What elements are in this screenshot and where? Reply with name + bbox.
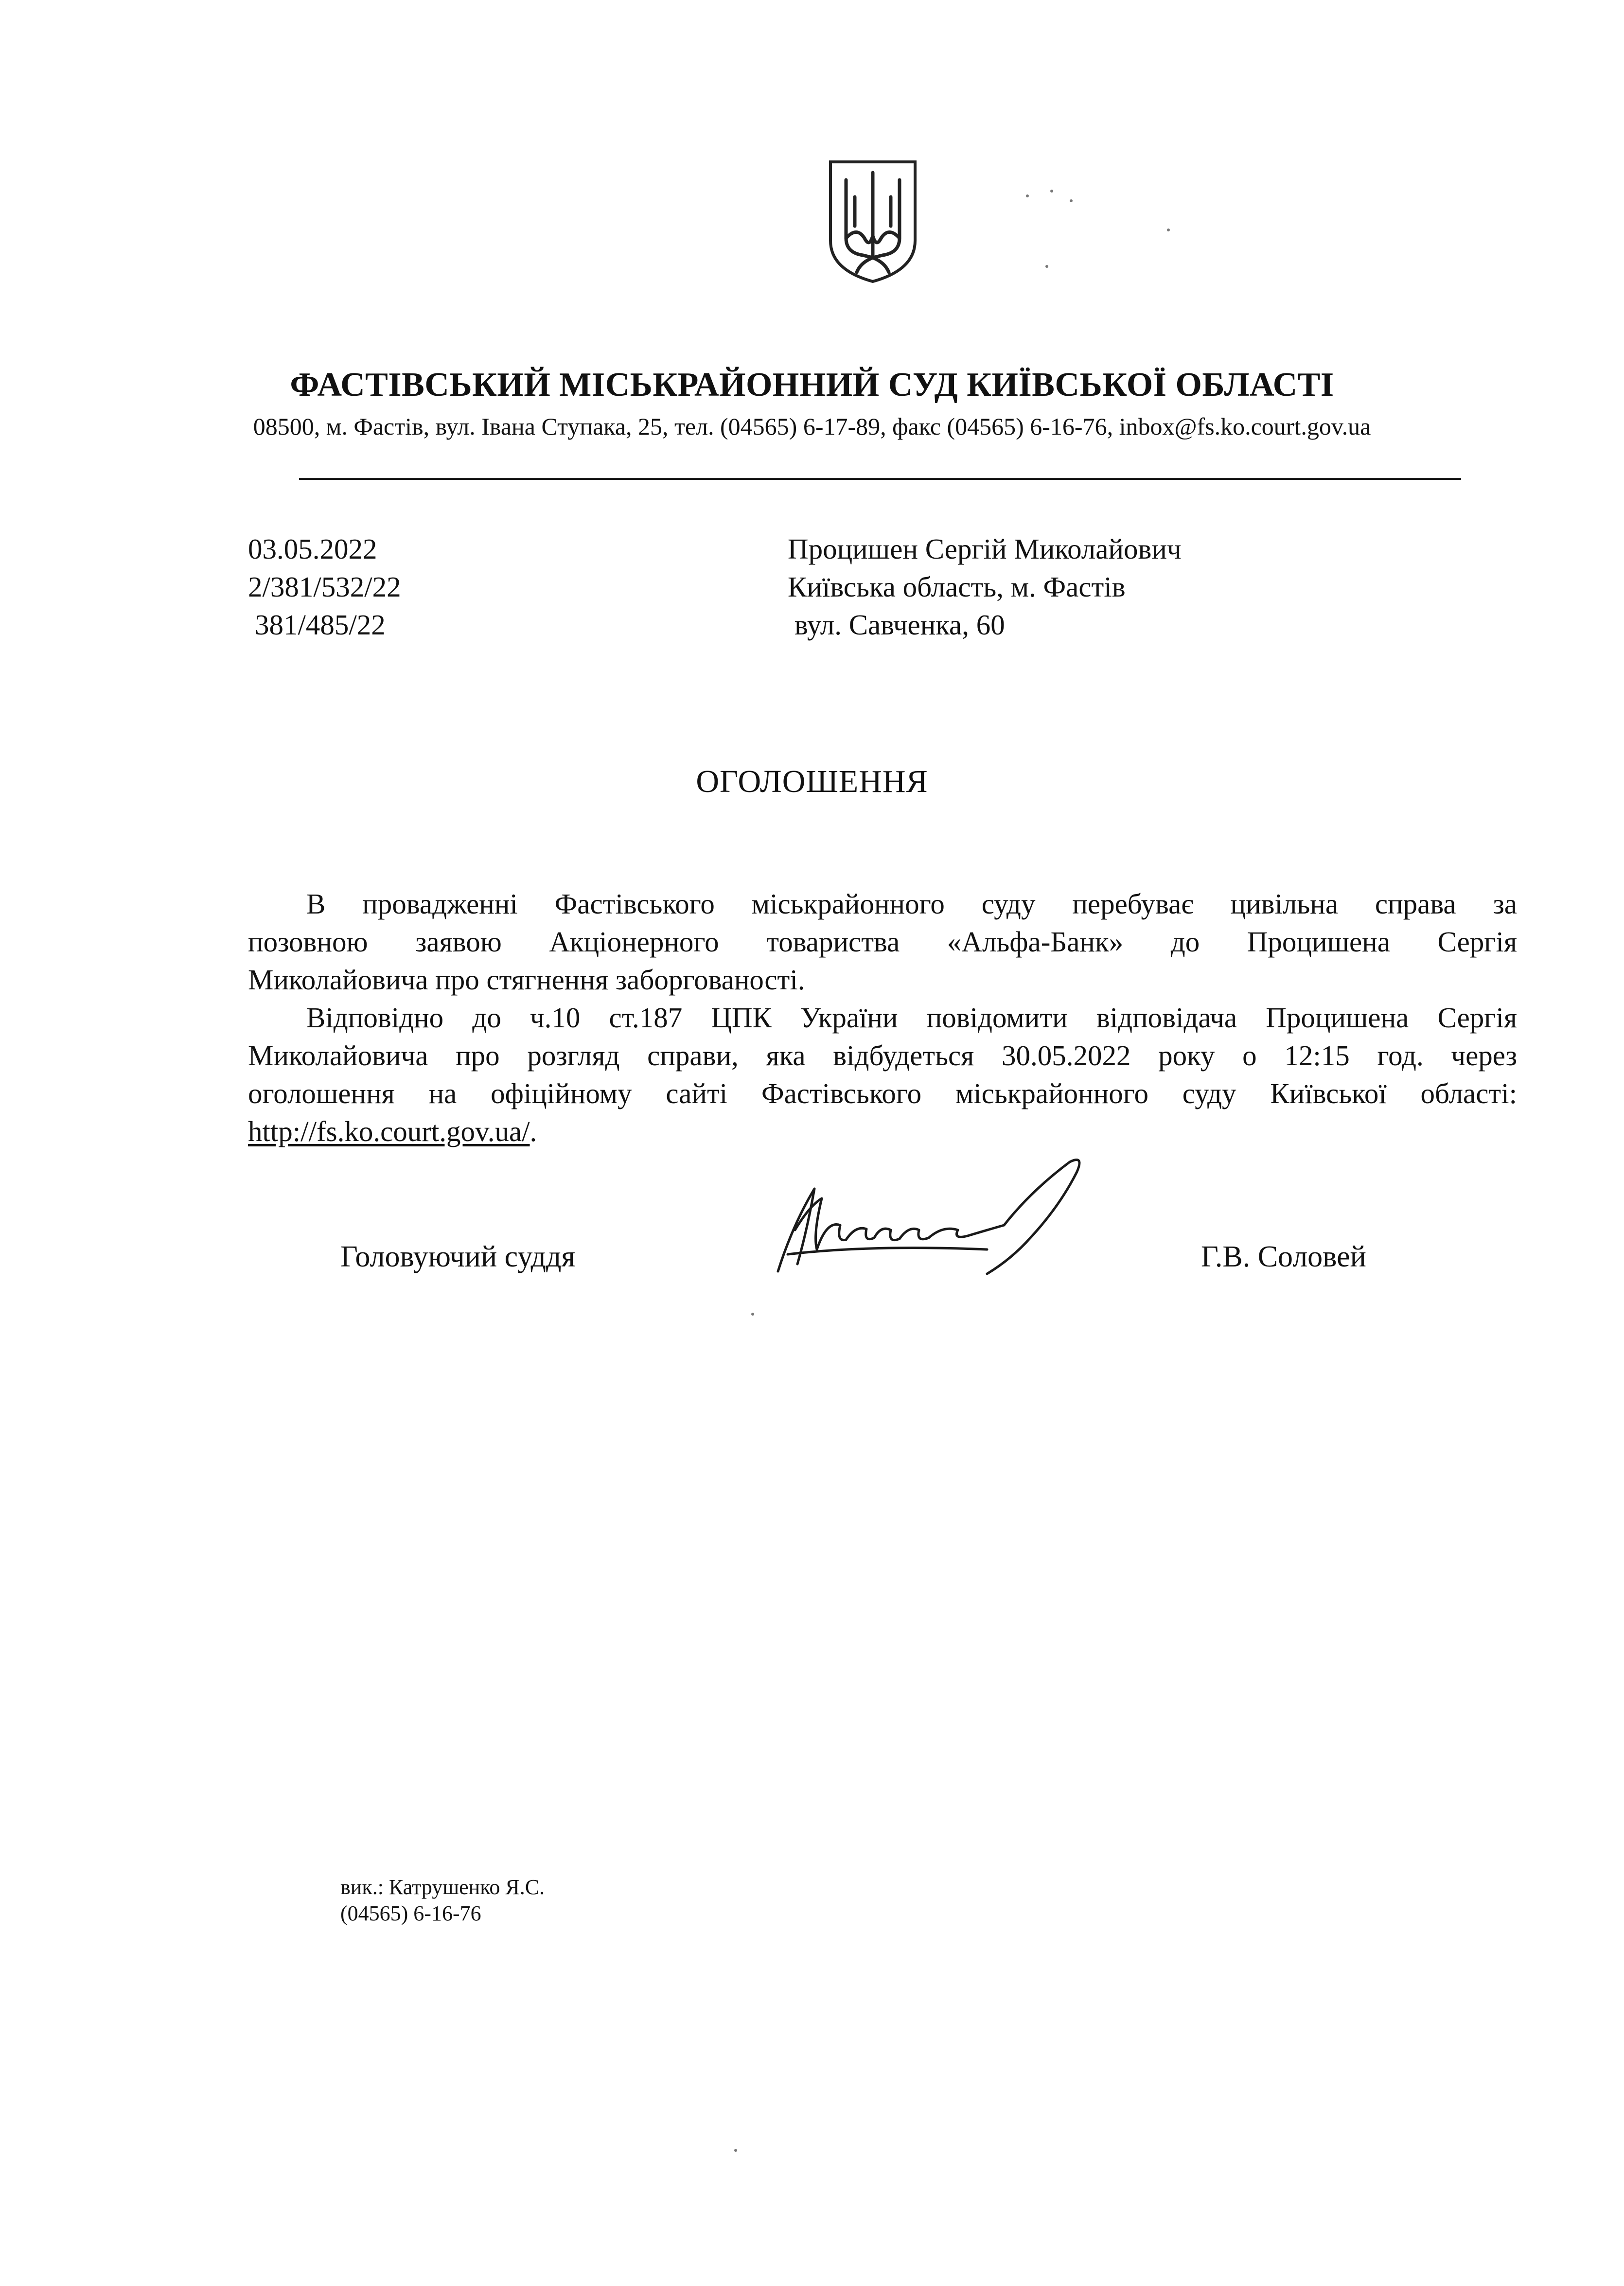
header-divider: [299, 478, 1461, 480]
scan-speck: [1167, 229, 1170, 231]
court-address: 08500, м. Фастів, вул. Івана Ступака, 25, тел. (04565) 6-17-89, факс (04565) 6-16-76, inbox@fs.ko.court.gov.ua: [253, 413, 1371, 440]
document-title: ОГОЛОШЕННЯ: [696, 764, 928, 799]
link-suffix: .: [530, 1115, 537, 1147]
body-line: Миколайовича про стягнення заборгованості.: [248, 964, 805, 996]
proceeding-number: 381/485/22: [255, 609, 386, 641]
handwritten-signature: [759, 1152, 1109, 1293]
executor-name: вик.: Катрушенко Я.С.: [340, 1875, 545, 1899]
letter-date: 03.05.2022: [248, 533, 377, 565]
body-line: Миколайовича про розгляд справи, яка відбудеться 30.05.2022 року о 12:15 год. через: [248, 1039, 1517, 1072]
scan-speck: [1026, 194, 1029, 197]
body-line-link: [248, 1117, 1517, 1146]
court-name: ФАСТІВСЬКИЙ МІСЬКРАЙОННИЙ СУД КИЇВСЬКОЇ ОБЛАСТІ: [290, 366, 1334, 404]
scan-speck: [1050, 190, 1053, 193]
judge-name: Г.В. Соловей: [1201, 1240, 1366, 1273]
scan-speck: [1045, 265, 1048, 268]
coat-of-arms-icon: [827, 158, 919, 284]
scan-speck: [751, 1313, 754, 1316]
body-line: В провадженні Фастівського міськрайонного суду перебуває цивільна справа за: [306, 888, 1517, 920]
recipient-street: вул. Савченка, 60: [794, 609, 1005, 641]
scan-speck: [1070, 199, 1073, 202]
signature-role: Головуючий суддя: [340, 1240, 576, 1273]
recipient-name: Процишен Сергій Миколайович: [788, 533, 1182, 565]
executor-phone: (04565) 6-16-76: [340, 1901, 481, 1925]
scan-speck: [734, 2149, 737, 2152]
court-website-link[interactable]: http://fs.ko.court.gov.ua/: [248, 1115, 530, 1147]
body-line: позовною заявою Акціонерного товариства «Альфа-Банк» до Процишена Сергія: [248, 926, 1517, 958]
body-line: Відповідно до ч.10 ст.187 ЦПК України повідомити відповідача Процишена Сергія: [306, 1002, 1517, 1034]
body-line: оголошення на офіційному сайті Фастівського міськрайонного суду Київської області:: [248, 1077, 1517, 1109]
recipient-region-city: Київська область, м. Фастів: [788, 571, 1126, 603]
case-number: 2/381/532/22: [248, 571, 401, 603]
